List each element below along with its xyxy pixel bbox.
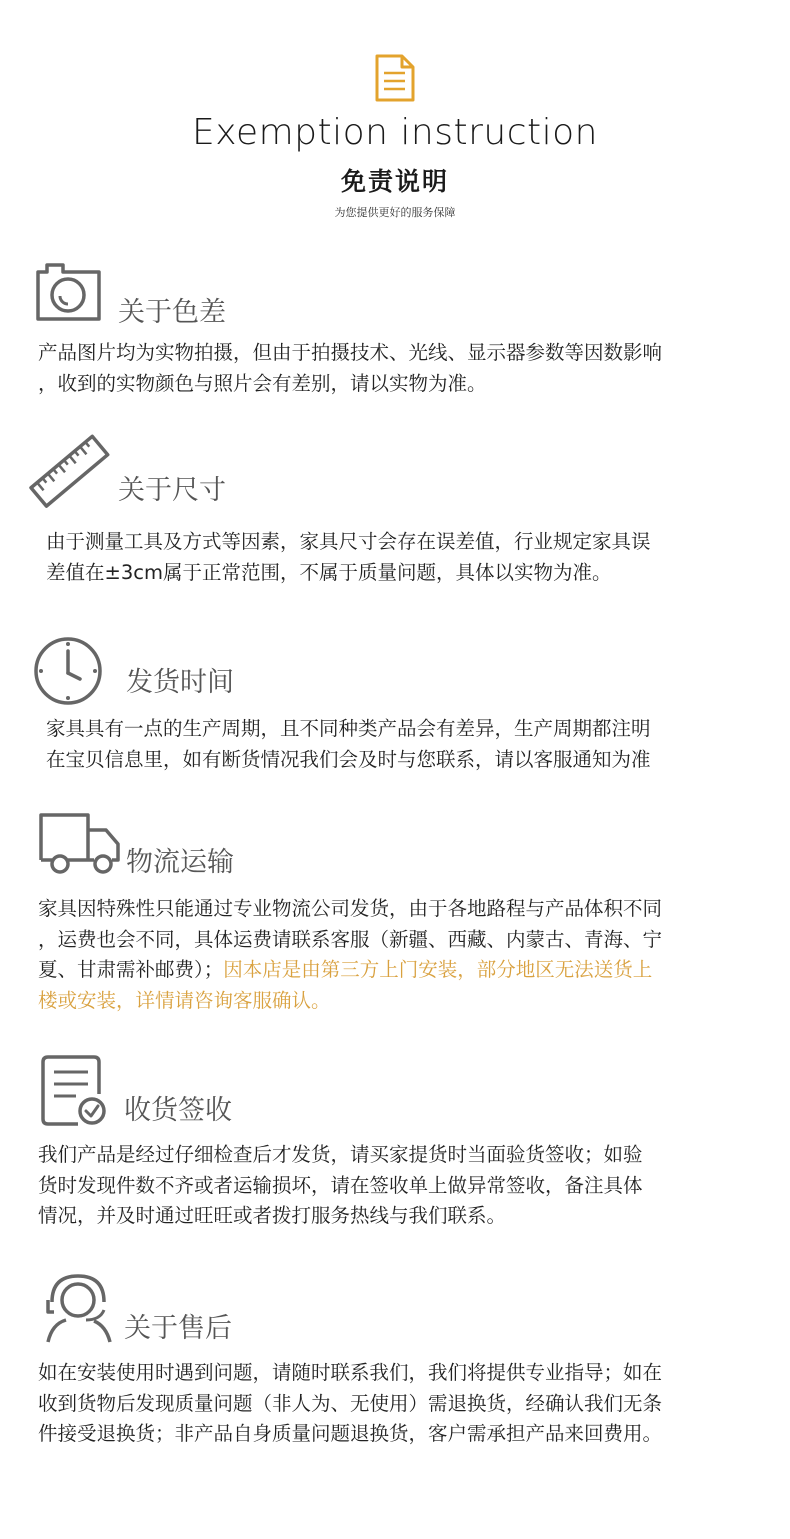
highlight-notice-cont: 楼或安装，详情请咨询客服确认。: [38, 988, 331, 1012]
section-body-size: 由于测量工具及方式等因素，家具尺寸会存在误差值，行业规定家具误 差值在±3cm属于正常范围，不属于质量问题，具体以实物为准。: [46, 530, 651, 584]
section-body-color: 产品图片均为实物拍摄，但由于拍摄技术、光线、显示器参数等因数影响 ，收到的实物颜色与照片会有差别，请以实物为准。: [38, 341, 663, 395]
clock-icon: [32, 635, 104, 707]
truck-icon: [38, 812, 122, 876]
page-title-cn: 免责说明: [340, 167, 449, 196]
checklist-icon: [40, 1054, 108, 1130]
customer-service-icon: [42, 1272, 118, 1344]
section-title-logistics: 物流运输: [126, 847, 234, 878]
document-icon: [374, 53, 416, 103]
ruler-icon: [28, 432, 112, 512]
page-title-en: Exemption instruction: [192, 112, 598, 153]
section-body-delivery: 家具具有一点的生产周期，且不同种类产品会有差异，生产周期都注明 在宝贝信息里，如有断货情况我们会及时与您联系，请以客服通知为准: [46, 717, 651, 771]
section-title-color: 关于色差: [118, 297, 226, 328]
section-title-receipt: 收货签收: [124, 1095, 232, 1126]
section-title-size: 关于尺寸: [118, 475, 226, 506]
camera-icon: [35, 262, 103, 322]
highlight-notice: 因本店是由第三方上门安装，部分地区无法送货上: [223, 958, 653, 981]
section-title-delivery: 发货时间: [126, 667, 234, 698]
section-title-aftersales: 关于售后: [124, 1313, 232, 1344]
section-body-logistics: 家具因特殊性只能通过专业物流公司发货，由于各地路程与产品体积不同 ，运费也会不同，具体运费请联系客服（新疆、西藏、内蒙古、青海、宁 夏、甘肃需补邮费）；因本店是由第三方上门安装，部分地区无法送货上 楼或安装，详情请咨询客服确认。: [38, 894, 662, 1016]
section-body-receipt: 我们产品是经过仔细检查后才发货，请买家提货时当面验货签收；如验 货时发现件数不齐或者运输损坏，请在签收单上做异常签收，备注具体 情况，并及时通过旺旺或者拨打服务热线与我们联系。: [38, 1143, 643, 1227]
section-body-aftersales: 如在安装使用时遇到问题，请随时联系我们，我们将提供专业指导；如在 收到货物后发现质量问题（非人为、无使用）需退换货，经确认我们无条 件接受退换货；非产品自身质量问题退换货，客户需承担产品来回费用。: [38, 1361, 663, 1445]
page-subtitle: 为您提供更好的服务保障: [334, 206, 456, 219]
